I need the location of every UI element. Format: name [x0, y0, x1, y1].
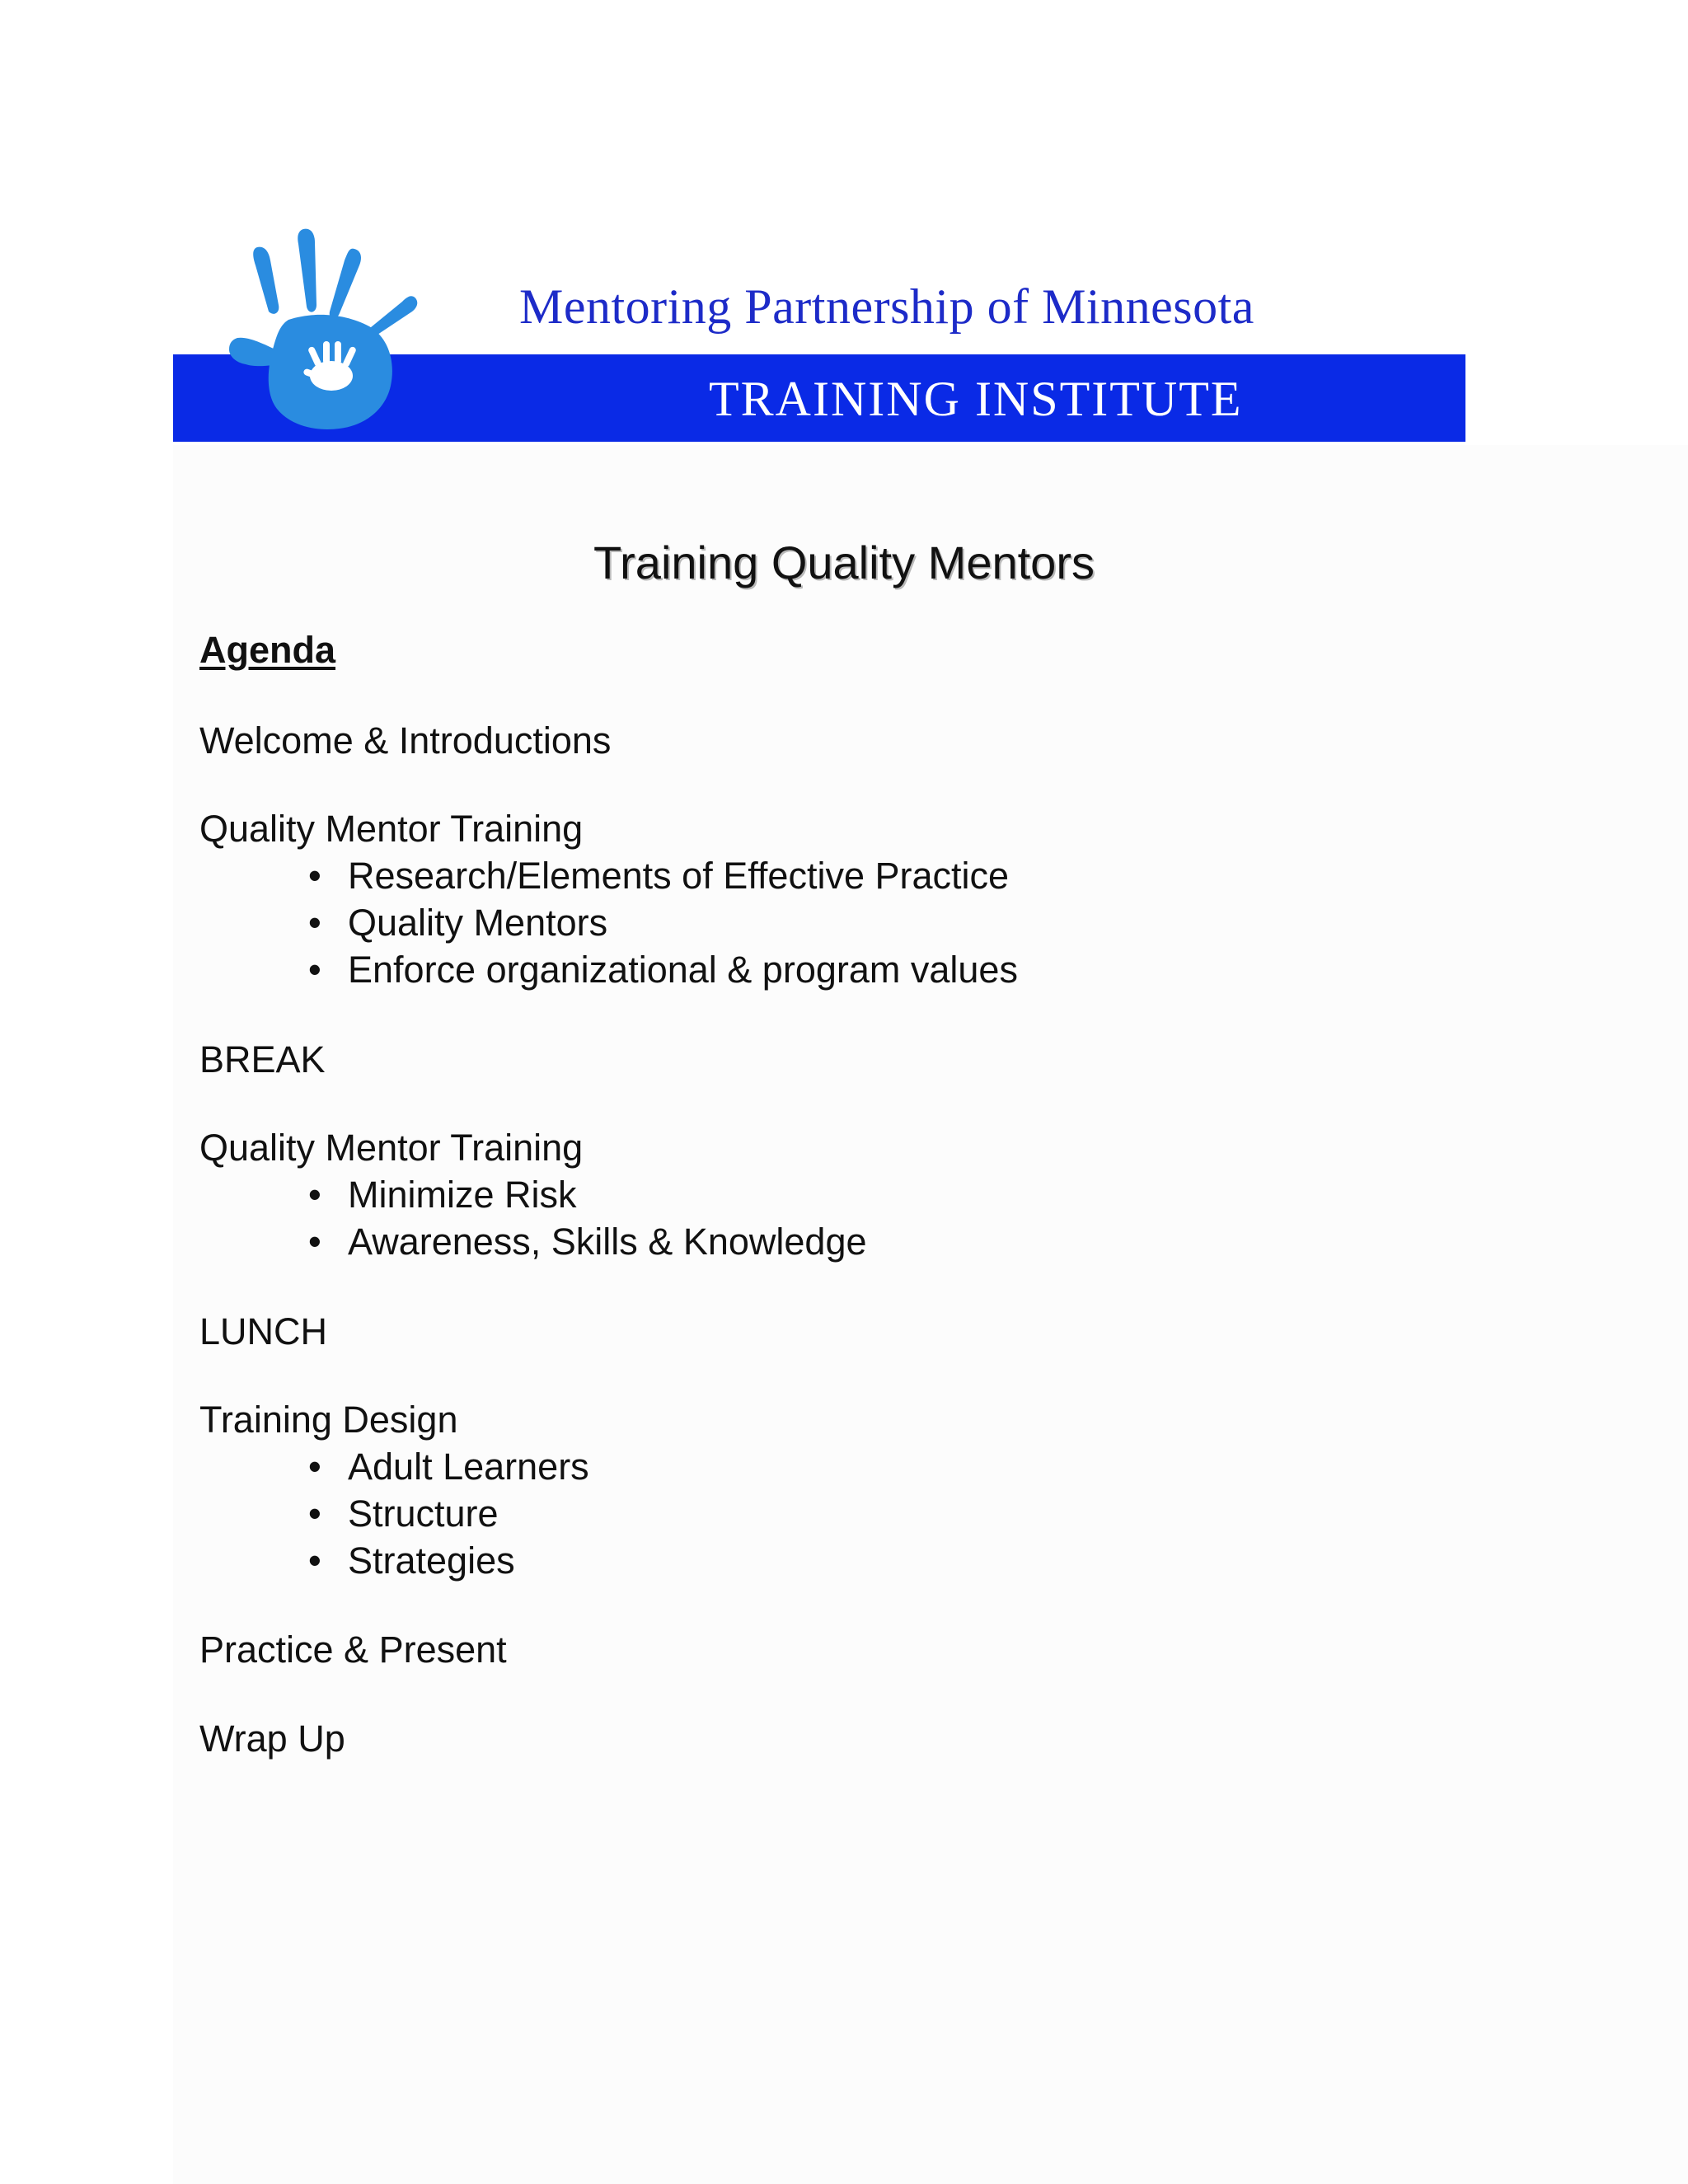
header-banner — [173, 206, 1465, 445]
agenda-bullet: • Enforce organizational & program values — [308, 949, 1018, 991]
agenda-bullet: • Adult Learners — [308, 1446, 589, 1488]
agenda-item-quality-mentor-training-1: Quality Mentor Training — [199, 808, 584, 850]
org-name: Mentoring Partnership of Minnesota — [519, 279, 1254, 334]
agenda-bullet: • Quality Mentors — [308, 902, 608, 944]
agenda-item-quality-mentor-training-2: Quality Mentor Training — [199, 1127, 584, 1169]
bullet-dot-icon: • — [308, 1221, 321, 1263]
agenda-heading: Agenda — [199, 629, 336, 671]
page-background — [173, 445, 1688, 2184]
document-title: Training Quality Mentors — [593, 537, 1095, 588]
bullet-dot-icon: • — [308, 855, 321, 897]
org-subtitle: TRAINING INSTITUTE — [709, 372, 1243, 426]
agenda-item-wrap-up: Wrap Up — [199, 1718, 345, 1760]
bullet-dot-icon: • — [308, 1446, 321, 1488]
agenda-bullet: • Structure — [308, 1493, 499, 1535]
agenda-item-practice-present: Practice & Present — [199, 1629, 507, 1671]
agenda-item-training-design: Training Design — [199, 1399, 458, 1441]
bullet-dot-icon: • — [308, 1540, 321, 1582]
bullet-dot-icon: • — [308, 902, 321, 944]
agenda-item-lunch: LUNCH — [199, 1310, 328, 1352]
agenda-item-break: BREAK — [199, 1038, 326, 1080]
agenda-bullet: • Awareness, Skills & Knowledge — [308, 1221, 867, 1263]
agenda-bullet: • Strategies — [308, 1540, 515, 1582]
bullet-dot-icon: • — [308, 949, 321, 991]
bullet-dot-icon: • — [308, 1493, 321, 1535]
agenda-item-welcome: Welcome & Introductions — [199, 719, 612, 762]
hand-print-logo-icon — [198, 214, 437, 437]
agenda-bullet: • Research/Elements of Effective Practice — [308, 855, 1010, 897]
agenda-bullet: • Minimize Risk — [308, 1174, 577, 1216]
bullet-dot-icon: • — [308, 1174, 321, 1216]
